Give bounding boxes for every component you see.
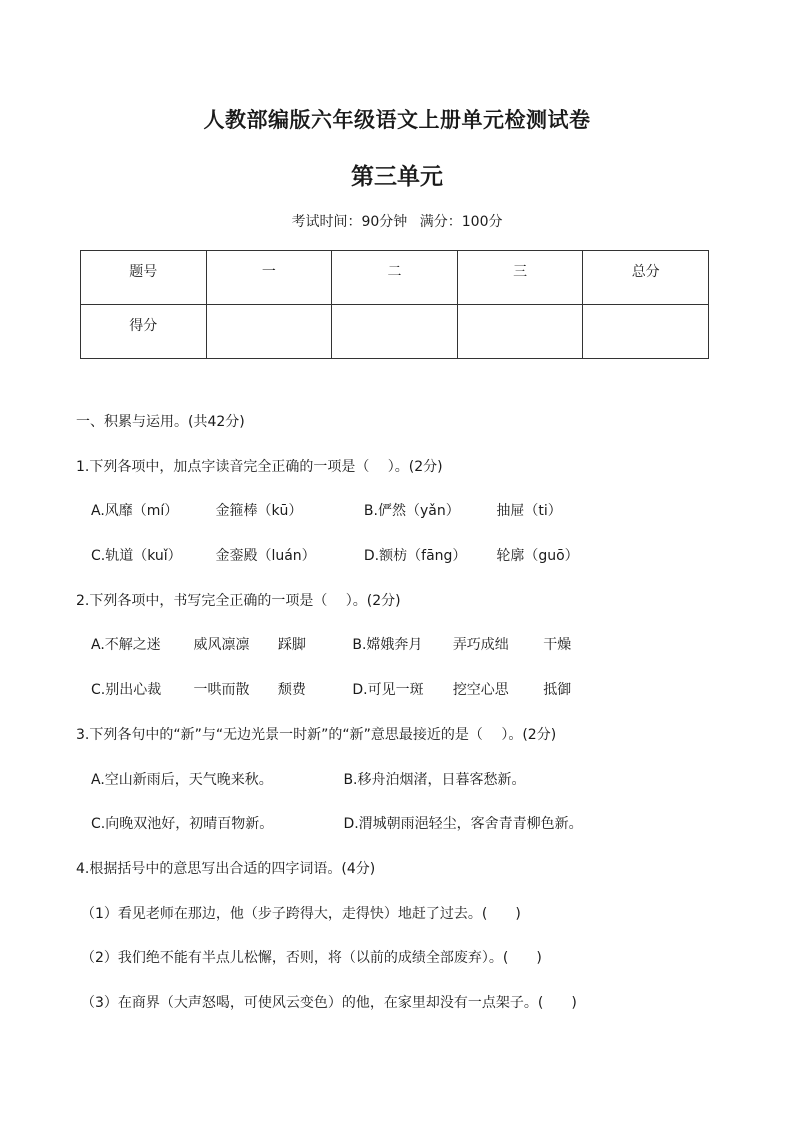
option-c-2: 金銮殿（luán） — [215, 548, 316, 565]
score-cell-3[interactable] — [457, 305, 583, 359]
unit-title: 第三单元 — [351, 163, 443, 190]
section-heading: 一、积累与运用。(共42分) — [76, 414, 245, 430]
score-table-header-row — [81, 251, 709, 305]
question-content — [76, 410, 736, 1036]
exam-info — [0, 211, 794, 231]
option-c-1: C.轨道（kuǐ） — [91, 548, 182, 565]
question-4-stem: 4.根据括号中的意思写出合适的四字词语。(4分) — [76, 860, 376, 877]
option-b: B.移舟泊烟渚，日暮客愁新。 — [343, 771, 526, 788]
score-table-header: 一 — [206, 251, 332, 305]
question-2-options-ab — [76, 633, 736, 678]
option-b-1: B.嫦娥奔月 — [352, 637, 423, 654]
question-4-sub-1: （1）看见老师在那边，他（步子跨得大，走得快）地赶了过去。( ) — [81, 905, 521, 922]
question-3-options-cd — [76, 812, 736, 857]
question-4-sub-2: （2）我们绝不能有半点儿松懈，否则，将（以前的成绩全部废弃）。( ) — [81, 950, 542, 967]
score-table-header: 二 — [332, 251, 458, 305]
score-table-header: 总分 — [583, 251, 709, 305]
question-2-stem: 2.下列各项中，书写完全正确的一项是（ ）。(2分) — [76, 592, 401, 609]
option-d-2: 轮廓（guō） — [496, 548, 579, 565]
question-3-stem: 3.下列各句中的“新”与“无边光景一时新”的“新”意思最接近的是（ ）。(2分) — [76, 726, 557, 743]
option-d: D.渭城朝雨浥轻尘，客舍青青柳色新。 — [343, 816, 583, 833]
score-cell-1[interactable] — [206, 305, 332, 359]
option-b-1: B.俨然（yǎn） — [363, 503, 460, 520]
option-a-1: A.风靡（mí） — [91, 503, 179, 520]
option-c-1: C.别出心裁 — [91, 682, 162, 699]
exam-time: 考试时间：90分钟 — [291, 214, 408, 230]
score-cell-2[interactable] — [332, 305, 458, 359]
option-c-3: 颓费 — [277, 682, 306, 699]
option-d-2: 挖空心思 — [452, 682, 509, 699]
option-a-3: 踩脚 — [277, 637, 306, 654]
option-c-2: 一哄而散 — [193, 682, 250, 699]
exam-full-score: 满分：100分 — [419, 214, 503, 230]
score-table-score-row — [81, 305, 709, 359]
option-c: C.向晚双池好，初晴百物新。 — [91, 816, 274, 833]
page-title: 人教部编版六年级语文上册单元检测试卷 — [203, 107, 591, 132]
option-d-1: D.可见一斑 — [352, 682, 424, 699]
score-row-label: 得分 — [81, 305, 207, 359]
question-4-sub-3: （3）在商界（大声怒喝，可使风云变色）的他，在家里却没有一点架子。( ) — [81, 994, 577, 1011]
option-a-2: 金箍棒（kū） — [215, 503, 303, 520]
option-a-1: A.不解之迷 — [91, 637, 161, 654]
option-b-2: 抽屉（ti） — [496, 503, 562, 520]
score-cell-total[interactable] — [583, 305, 709, 359]
question-1-options-cd — [76, 544, 736, 589]
option-d-3: 抵御 — [543, 682, 572, 699]
question-2-options-cd — [76, 678, 736, 723]
question-1-stem: 1.下列各项中，加点字读音完全正确的一项是（ ）。(2分) — [76, 458, 443, 475]
option-a: A.空山新雨后，天气晚来秋。 — [91, 771, 273, 788]
option-b-3: 干燥 — [543, 637, 572, 654]
score-table-header: 三 — [457, 251, 583, 305]
question-1-options-ab — [76, 499, 736, 544]
option-a-2: 威风凛凛 — [193, 637, 250, 654]
question-3-options-ab — [76, 768, 736, 813]
score-table — [80, 250, 709, 359]
option-b-2: 弄巧成绌 — [452, 637, 509, 654]
option-d-1: D.额枋（fāng） — [363, 548, 467, 565]
score-table-header: 题号 — [81, 251, 207, 305]
